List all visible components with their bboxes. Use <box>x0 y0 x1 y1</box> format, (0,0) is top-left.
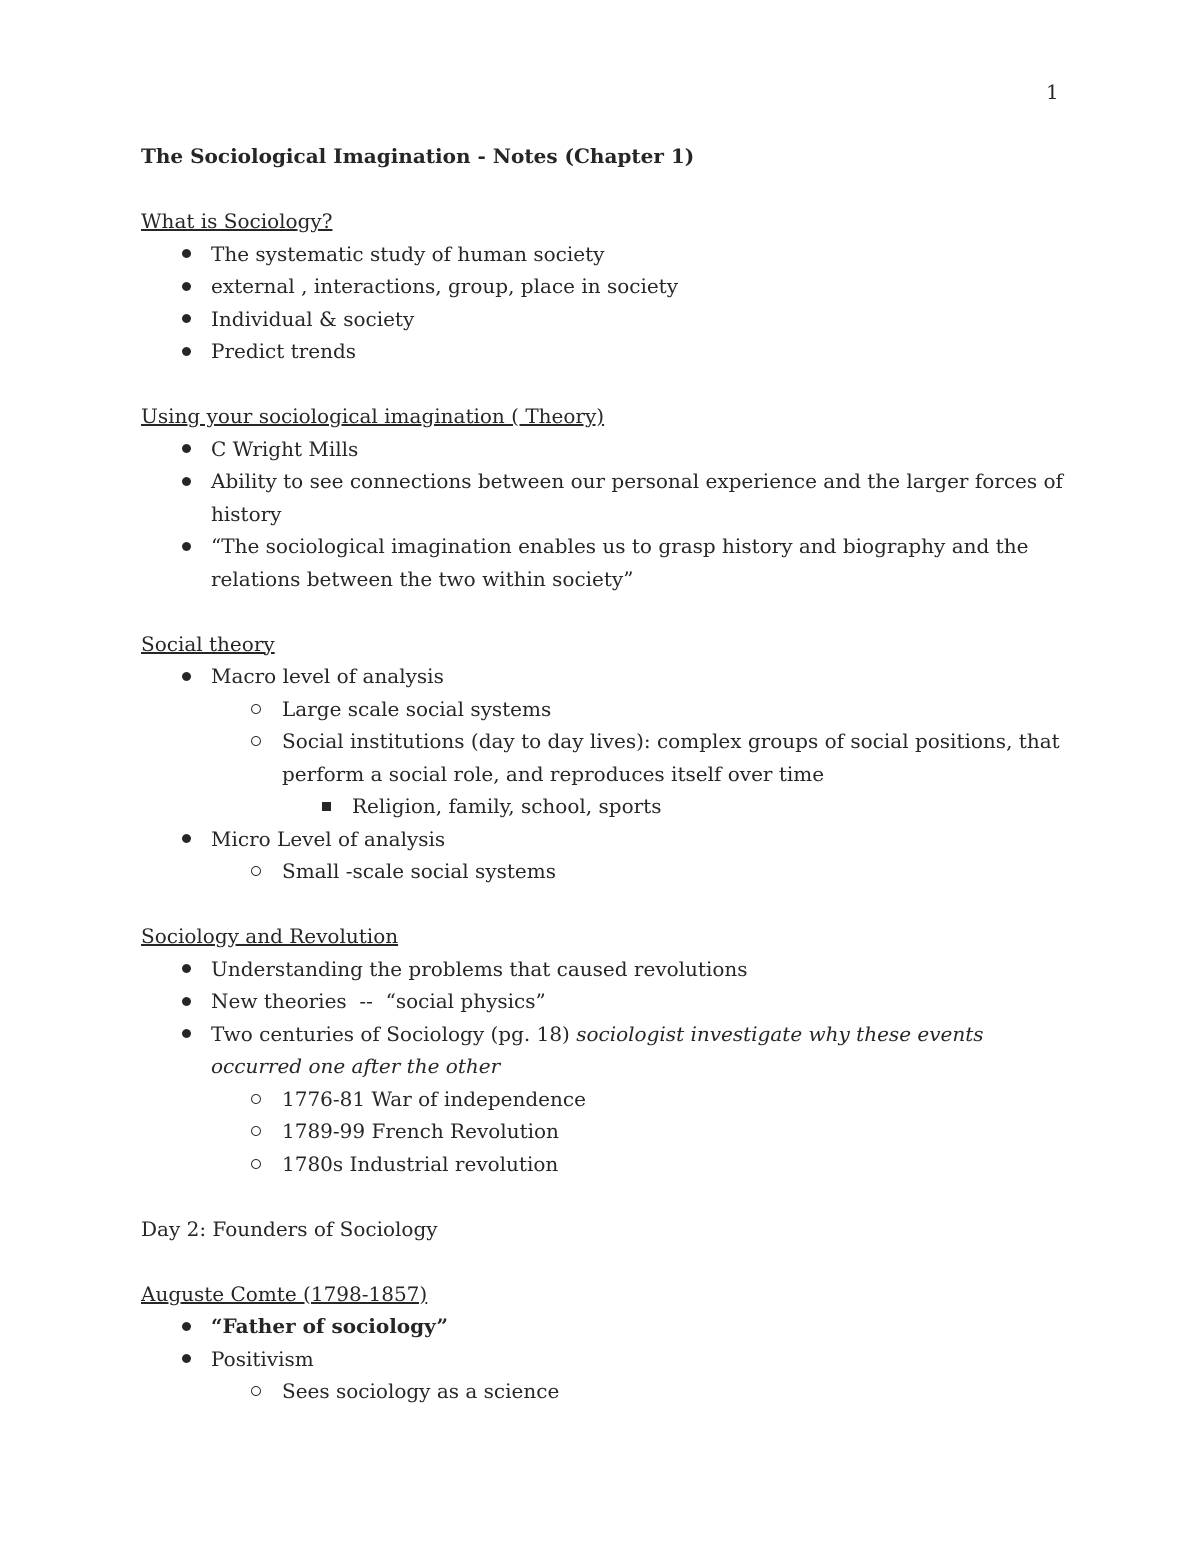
bullet-dot-icon <box>176 1018 196 1051</box>
bullet-list <box>141 1310 1071 1408</box>
list-item: Religion, family, school, sports <box>141 790 1071 823</box>
section-heading-auguste-comte: Auguste Comte (1798-1857) <box>141 1281 428 1306</box>
bullet-dot-icon <box>176 530 196 563</box>
list-item: Small -scale social systems <box>141 855 1071 888</box>
bullet-circle-icon <box>246 693 266 726</box>
list-item: Large scale social systems <box>141 693 1071 726</box>
list-item: C Wright Mills <box>141 433 1071 466</box>
section-heading-what-is-sociology: What is Sociology? <box>141 209 333 233</box>
bullet-dot-icon <box>176 270 196 303</box>
bullet-list <box>141 433 1071 596</box>
list-item: Micro Level of analysis <box>141 823 1071 856</box>
section-heading-sociology-and-revolution: Sociology and Revolution <box>141 924 399 948</box>
bullet-dot-icon <box>176 823 196 856</box>
list-item: New theories -- “social physics” <box>141 985 1071 1018</box>
bullet-list <box>141 660 1071 888</box>
list-item: “Father of sociology” <box>141 1310 1071 1343</box>
bullet-circle-icon <box>246 725 266 758</box>
day-2-label: Day 2: Founders of Sociology <box>141 1216 438 1241</box>
list-item: Two centuries of Sociology (pg. 18) sociologist investigate why these events occurred one after the other <box>141 1018 1071 1083</box>
bullet-dot-icon <box>176 1310 196 1343</box>
notes-content <box>141 140 1071 1408</box>
bullet-dot-icon <box>176 465 196 498</box>
bullet-circle-icon <box>246 1083 266 1116</box>
list-item: Macro level of analysis <box>141 660 1071 693</box>
list-item: 1780s Industrial revolution <box>141 1148 1071 1181</box>
bullet-dot-icon <box>176 953 196 986</box>
bullet-circle-icon <box>246 855 266 888</box>
section-heading-social-theory: Social theory <box>141 631 275 656</box>
document-title: The Sociological Imagination - Notes (Chapter 1) <box>141 144 695 168</box>
list-item: Ability to see connections between our personal experience and the larger forces of history <box>141 465 1071 530</box>
bullet-dot-icon <box>176 985 196 1018</box>
list-item: 1789-99 French Revolution <box>141 1115 1071 1148</box>
bullet-circle-icon <box>246 1148 266 1181</box>
bullet-list <box>141 238 1071 368</box>
bullet-dot-icon <box>176 303 196 336</box>
list-item: “The sociological imagination enables us to grasp history and biography and the relations between the two within society” <box>141 530 1071 595</box>
list-item: 1776-81 War of independence <box>141 1083 1071 1116</box>
bullet-circle-icon <box>246 1375 266 1408</box>
list-item: Understanding the problems that caused revolutions <box>141 953 1071 986</box>
bullet-list <box>141 953 1071 1181</box>
list-item: The systematic study of human society <box>141 238 1071 271</box>
bullet-dot-icon <box>176 1343 196 1376</box>
list-item: Predict trends <box>141 335 1071 368</box>
list-item: Social institutions (day to day lives): complex groups of social positions, that perform a social role, and reproduces itself over time <box>141 725 1071 790</box>
section-heading-sociological-imagination: Using your sociological imagination ( Theory) <box>141 404 605 428</box>
list-item: Sees sociology as a science <box>141 1375 1071 1408</box>
page-number: 1 <box>1046 80 1059 104</box>
list-item: external , interactions, group, place in society <box>141 270 1071 303</box>
bullet-dot-icon <box>176 433 196 466</box>
bullet-dot-icon <box>176 660 196 693</box>
bullet-dot-icon <box>176 335 196 368</box>
bullet-dot-icon <box>176 238 196 271</box>
bullet-square-icon <box>316 790 336 823</box>
list-item: Positivism <box>141 1343 1071 1376</box>
bullet-circle-icon <box>246 1115 266 1148</box>
list-item: Individual & society <box>141 303 1071 336</box>
